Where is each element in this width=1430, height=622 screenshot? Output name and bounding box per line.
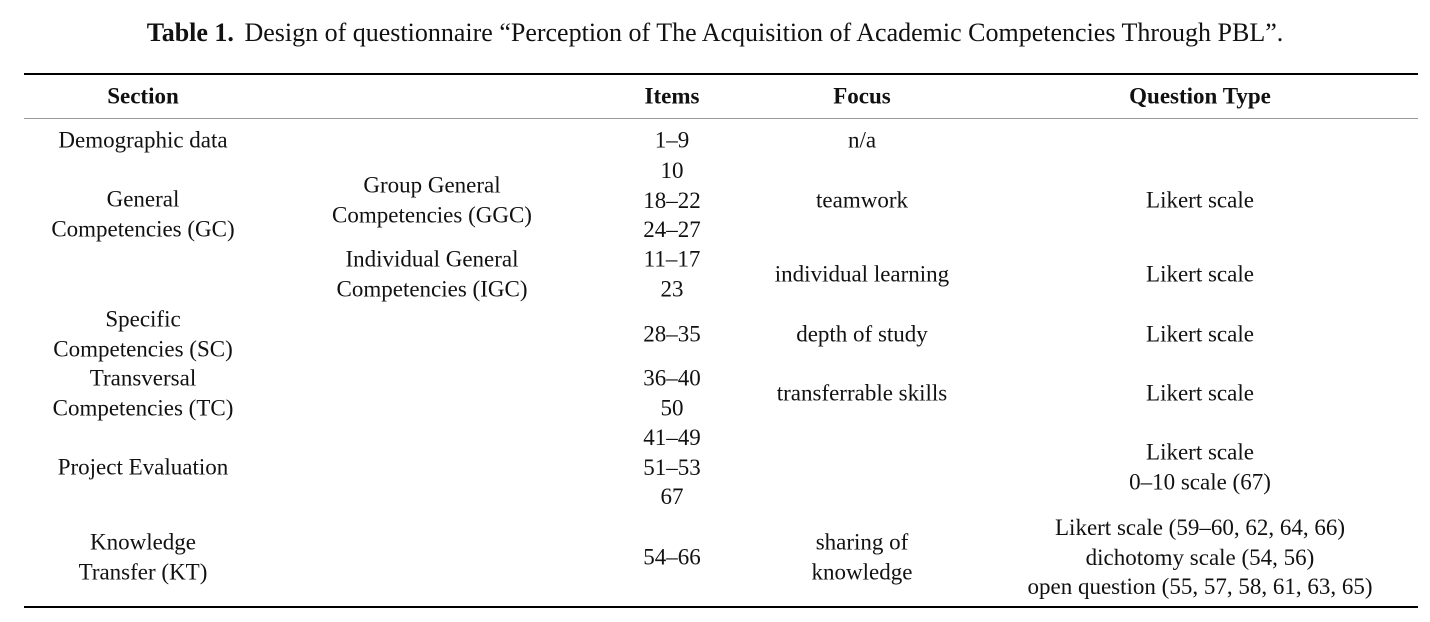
table-caption-label: Table 1.: [146, 18, 234, 47]
cell-line: Knowledge: [89, 529, 197, 555]
cell-line: 51–53: [643, 454, 701, 480]
cell-line: Likert scale (59–60, 62, 64, 66): [1055, 514, 1345, 540]
cell-specific-question-type: [990, 319, 1410, 349]
table-header-rule: [24, 118, 1418, 119]
cell-line: Demographic data: [58, 127, 228, 153]
cell-transversal-items: [612, 364, 732, 423]
table-top-rule: [24, 73, 1418, 75]
cell-project-items: [612, 423, 732, 512]
cell-line: Project Evaluation: [57, 454, 229, 480]
cell-line: n/a: [847, 127, 877, 153]
cell-project-question-type: [990, 438, 1410, 497]
cell-specific-focus: [742, 319, 982, 349]
header-focus: Focus: [833, 83, 891, 109]
cell-transversal-question-type: [990, 378, 1410, 408]
cell-line: 28–35: [643, 321, 701, 347]
cell-ggc-items: [612, 156, 732, 245]
cell-line: Group General: [363, 172, 501, 198]
cell-line: Likert scale: [1146, 321, 1254, 347]
cell-line: Transfer (KT): [78, 559, 208, 584]
cell-demographic-section: [23, 125, 263, 155]
cell-igc-subsection: [292, 245, 572, 304]
cell-project-section: [23, 452, 263, 482]
cell-line: Competencies (GGC): [332, 202, 532, 227]
cell-line: individual learning: [774, 261, 950, 287]
cell-line: 1–9: [654, 127, 690, 153]
cell-line: Likert scale: [1146, 439, 1254, 465]
cell-general-section: [23, 185, 263, 244]
cell-line: Likert scale: [1146, 380, 1254, 406]
cell-line: Competencies (SC): [53, 336, 233, 361]
cell-line: dichotomy scale (54, 56): [1085, 544, 1315, 570]
header-question-type: Question Type: [1129, 83, 1271, 109]
table-caption: [0, 14, 1430, 52]
cell-igc-focus: [742, 259, 982, 289]
cell-line: 54–66: [643, 544, 701, 570]
cell-line: 10: [660, 157, 684, 183]
cell-line: Competencies (TC): [52, 395, 234, 420]
cell-ggc-question-type: [990, 185, 1410, 215]
cell-demographic-focus: [742, 125, 982, 155]
cell-knowledge-focus: [742, 528, 982, 587]
cell-line: 18–22: [643, 187, 701, 213]
cell-transversal-focus: [742, 378, 982, 408]
cell-line: 41–49: [643, 424, 701, 450]
cell-specific-section: [23, 305, 263, 364]
header-items: Items: [644, 83, 700, 109]
cell-ggc-subsection: [292, 171, 572, 230]
cell-line: 0–10 scale (67): [1129, 469, 1271, 494]
cell-line: 36–40: [643, 365, 701, 391]
cell-knowledge-items: [612, 542, 732, 572]
cell-line: Transversal: [89, 365, 197, 391]
cell-igc-question-type: [990, 259, 1410, 289]
table-caption-text: Design of questionnaire “Perception of The Acquisition of Academic Competencies Through PBL”.: [244, 18, 1284, 47]
cell-line: 11–17: [643, 246, 701, 272]
cell-line: Specific: [105, 306, 181, 332]
cell-line: Likert scale: [1146, 261, 1254, 287]
cell-line: 24–27: [643, 216, 701, 242]
cell-line: 67: [660, 483, 684, 509]
cell-knowledge-question-type: [990, 513, 1410, 602]
cell-specific-items: [612, 319, 732, 349]
cell-transversal-section: [23, 364, 263, 423]
cell-demographic-items: [612, 125, 732, 155]
cell-line: knowledge: [811, 559, 913, 584]
cell-line: depth of study: [796, 321, 928, 347]
cell-line: teamwork: [816, 187, 908, 213]
cell-line: Individual General: [345, 246, 519, 272]
cell-line: 50: [660, 395, 684, 420]
cell-knowledge-section: [23, 528, 263, 587]
cell-line: Competencies (IGC): [336, 276, 528, 301]
cell-line: Likert scale: [1146, 187, 1254, 213]
cell-ggc-focus: [742, 185, 982, 215]
cell-line: Competencies (GC): [51, 216, 235, 241]
cell-line: 23: [660, 276, 684, 301]
cell-line: open question (55, 57, 58, 61, 63, 65): [1027, 573, 1373, 599]
table-bottom-rule: [24, 606, 1418, 608]
cell-line: transferrable skills: [776, 380, 948, 406]
header-section: Section: [107, 83, 179, 109]
cell-line: General: [106, 186, 180, 212]
cell-igc-items: [612, 245, 732, 304]
cell-line: sharing of: [815, 529, 909, 555]
